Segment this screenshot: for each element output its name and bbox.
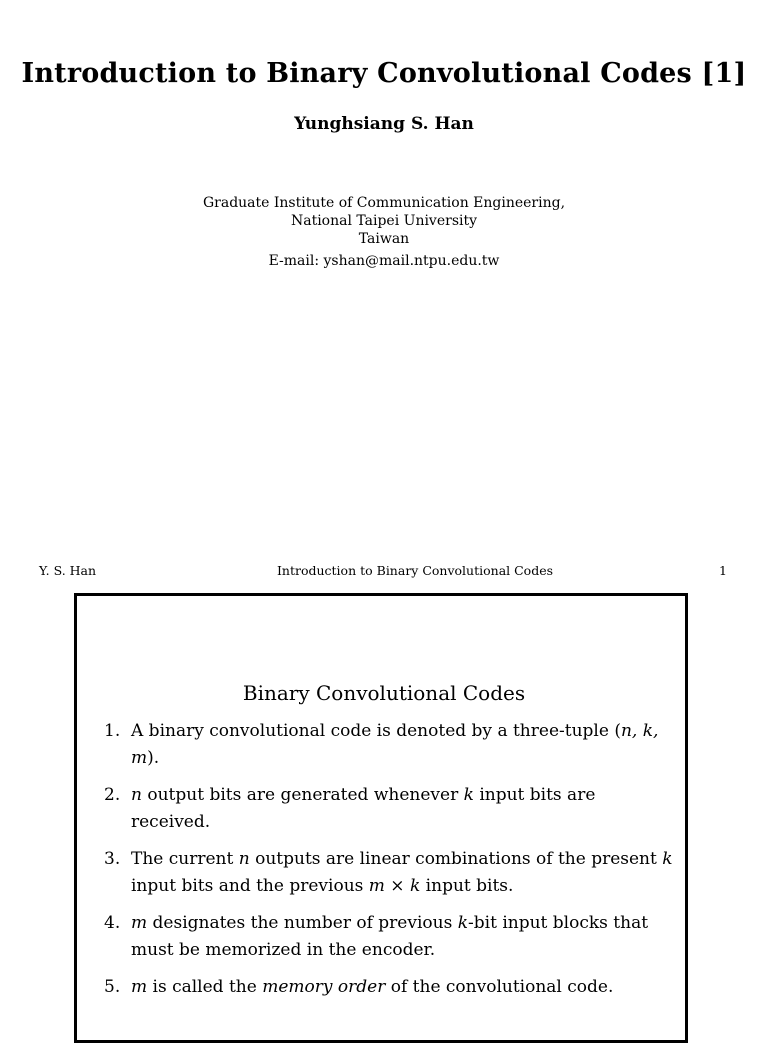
list-item-text: [131, 785, 595, 832]
math-symbol: k: [662, 849, 673, 869]
text-run: of the convolutional code.: [385, 977, 614, 997]
list-item-number: 3.: [104, 849, 121, 869]
text-run: is called the: [147, 977, 263, 997]
affiliation-line: Taiwan: [358, 231, 410, 247]
slide-title: Binary Convolutional Codes: [242, 681, 526, 705]
math-symbol: k: [463, 785, 474, 805]
running-head-author: Y. S. Han: [39, 563, 97, 578]
math-symbol: k: [457, 913, 469, 933]
math-symbol: m: [131, 913, 148, 933]
text-run: -bit input blocks that must be memorized in the encoder.: [131, 913, 649, 960]
list-item-number: 1.: [104, 721, 121, 741]
text-run: ).: [147, 748, 160, 768]
slide-frame: [74, 593, 688, 1043]
math-symbol: m: [131, 977, 148, 997]
text-run: output bits are generated whenever: [141, 785, 464, 805]
affiliation-line: National Taipei University: [290, 213, 478, 229]
math-symbol: n: [238, 849, 250, 869]
running-head: [0, 563, 768, 583]
running-head-title: Introduction to Binary Convolutional Codes: [276, 563, 554, 578]
author-name: Yunghsiang S. Han: [294, 114, 474, 134]
page-number: 1: [719, 563, 727, 578]
text-run: A binary convolutional code is denoted by a three-tuple (: [131, 721, 621, 741]
list-item-number: 4.: [104, 913, 121, 933]
text-run: input bits are received.: [131, 785, 596, 832]
list-item: [104, 718, 674, 772]
list-item: [104, 910, 674, 964]
list-item-text: [131, 849, 673, 896]
affiliation-line: Graduate Institute of Communication Engineering,: [202, 195, 566, 211]
list-item-text: [131, 977, 613, 997]
document-title: Introduction to Binary Convolutional Codes [1]: [21, 58, 747, 89]
text-run: input bits and the previous: [131, 876, 369, 896]
list-item-text: [131, 913, 648, 960]
text-run: The current: [131, 849, 239, 869]
list-item: [104, 974, 674, 1001]
math-symbol: n: [131, 785, 142, 805]
math-symbol: n, k, m: [131, 721, 659, 768]
text-run: ×: [384, 876, 410, 896]
slide-item-list: [104, 718, 674, 1011]
list-item-number: 2.: [104, 785, 121, 805]
list-item: [104, 846, 674, 900]
math-symbol: m: [368, 876, 385, 896]
list-item-number: 5.: [104, 977, 121, 997]
text-run: outputs are linear combinations of the present: [249, 849, 663, 869]
math-symbol: memory order: [262, 977, 386, 997]
math-symbol: k: [409, 876, 421, 896]
affiliation-block: [0, 194, 768, 248]
list-item: [104, 782, 674, 836]
text-run: input bits.: [420, 876, 514, 896]
author-email: E-mail: yshan@mail.ntpu.edu.tw: [268, 253, 500, 269]
list-item-text: [131, 721, 658, 768]
text-run: designates the number of previous: [147, 913, 458, 933]
